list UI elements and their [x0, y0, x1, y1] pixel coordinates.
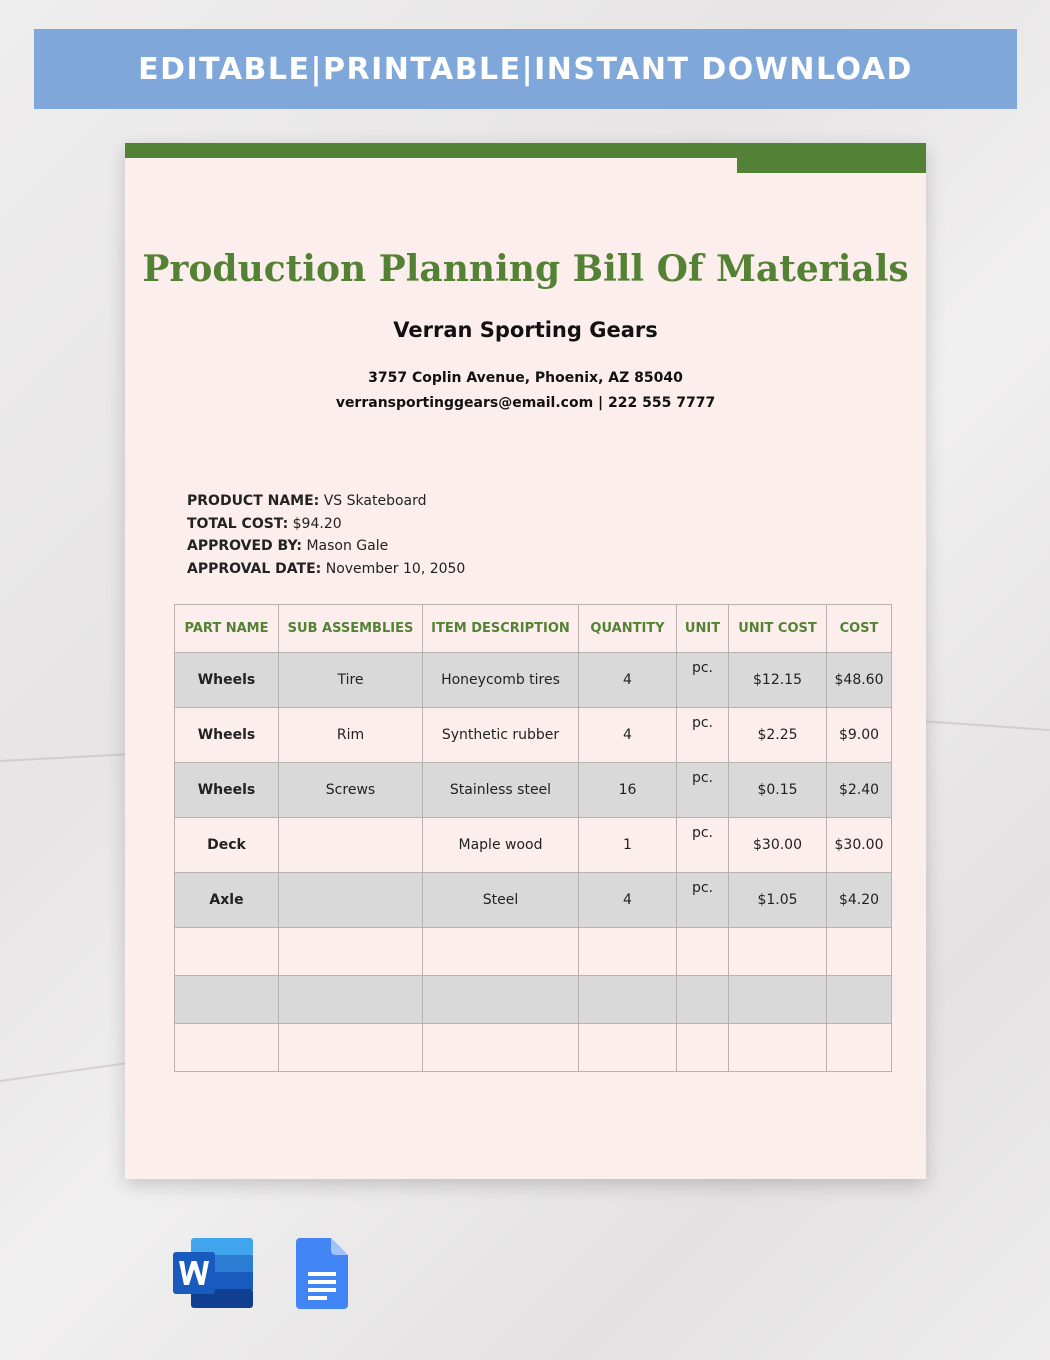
marble-vein [920, 720, 1050, 731]
part-name-cell: Axle [175, 873, 279, 928]
column-header: UNIT [677, 605, 729, 653]
item-description-cell: Synthetic rubber [423, 708, 579, 763]
part-name-cell: Wheels [175, 708, 279, 763]
detail-value: Mason Gale [306, 538, 389, 554]
item-description-cell: Stainless steel [423, 763, 579, 818]
cost-cell: $9.00 [827, 708, 892, 763]
cost-cell: $2.40 [827, 763, 892, 818]
quantity-cell: 4 [579, 873, 677, 928]
empty-cell [175, 976, 279, 1024]
table-row [175, 928, 892, 976]
document-title: Production Planning Bill Of Materials [142, 248, 909, 290]
quantity-cell: 16 [579, 763, 677, 818]
detail-label: APPROVAL DATE: [187, 560, 322, 577]
unit-cell: pc. [677, 708, 729, 763]
part-name-cell: Deck [175, 818, 279, 873]
marble-vein [0, 1062, 129, 1082]
empty-cell [827, 976, 892, 1024]
banner-item: PRINTABLE [322, 51, 522, 87]
unit-cost-cell: $1.05 [729, 873, 827, 928]
empty-cell [175, 928, 279, 976]
bill-of-materials-table [174, 604, 892, 1072]
detail-row [187, 558, 465, 581]
empty-cell [279, 976, 423, 1024]
empty-cell [423, 928, 579, 976]
detail-row [187, 535, 465, 558]
detail-value: November 10, 2050 [325, 560, 466, 577]
empty-cell [175, 1024, 279, 1072]
column-header: QUANTITY [579, 605, 677, 653]
banner-separator: | [521, 51, 535, 87]
header-accent-step [737, 158, 926, 173]
quantity-cell: 4 [579, 708, 677, 763]
detail-row [187, 490, 465, 513]
product-details [187, 490, 465, 580]
column-header: UNIT COST [729, 605, 827, 653]
unit-cost-cell: $30.00 [729, 818, 827, 873]
table-row [175, 653, 892, 708]
empty-cell [579, 1024, 677, 1072]
unit-cost-cell: $12.15 [729, 653, 827, 708]
table-header-row [175, 605, 892, 653]
company-address: 3757 Coplin Avenue, Phoenix, AZ 85040 [368, 370, 683, 386]
empty-cell [729, 1024, 827, 1072]
cost-cell: $30.00 [827, 818, 892, 873]
empty-cell [827, 1024, 892, 1072]
table-row [175, 873, 892, 928]
empty-cell [677, 976, 729, 1024]
cost-cell: $48.60 [827, 653, 892, 708]
empty-cell [677, 1024, 729, 1072]
empty-cell [279, 1024, 423, 1072]
unit-cell: pc. [677, 653, 729, 708]
header-accent-bar [125, 143, 926, 158]
promo-banner [34, 29, 1017, 109]
banner-item: INSTANT DOWNLOAD [534, 51, 913, 87]
part-name-cell: Wheels [175, 763, 279, 818]
table-row [175, 1024, 892, 1072]
empty-cell [423, 976, 579, 1024]
table-row [175, 763, 892, 818]
empty-cell [677, 928, 729, 976]
banner-item: EDITABLE [138, 51, 311, 87]
unit-cost-cell: $2.25 [729, 708, 827, 763]
sub-assembly-cell [279, 873, 423, 928]
unit-cell: pc. [677, 873, 729, 928]
empty-cell [729, 976, 827, 1024]
sub-assembly-cell: Tire [279, 653, 423, 708]
detail-value: VS Skateboard [323, 493, 427, 509]
empty-cell [579, 976, 677, 1024]
unit-cell: pc. [677, 818, 729, 873]
company-contact: verransportinggears@email.com | 222 555 7777 [335, 395, 716, 411]
item-description-cell: Steel [423, 873, 579, 928]
google-docs-icon [296, 1238, 348, 1309]
detail-label: PRODUCT NAME: [187, 493, 320, 509]
column-header: COST [827, 605, 892, 653]
unit-cost-cell: $0.15 [729, 763, 827, 818]
column-header: PART NAME [175, 605, 279, 653]
column-header: ITEM DESCRIPTION [423, 605, 579, 653]
microsoft-word-icon [173, 1238, 253, 1308]
item-description-cell: Honeycomb tires [423, 653, 579, 708]
empty-cell [423, 1024, 579, 1072]
column-header: SUB ASSEMBLIES [279, 605, 423, 653]
sub-assembly-cell: Rim [279, 708, 423, 763]
quantity-cell: 4 [579, 653, 677, 708]
empty-cell [729, 928, 827, 976]
unit-cell: pc. [677, 763, 729, 818]
detail-value: $94.20 [292, 515, 342, 532]
part-name-cell: Wheels [175, 653, 279, 708]
detail-row [187, 513, 465, 536]
company-name: Verran Sporting Gears [393, 318, 658, 342]
table-row [175, 818, 892, 873]
item-description-cell: Maple wood [423, 818, 579, 873]
detail-label: TOTAL COST: [187, 515, 289, 532]
empty-cell [579, 928, 677, 976]
detail-label: APPROVED BY: [187, 538, 302, 554]
sub-assembly-cell [279, 818, 423, 873]
cost-cell: $4.20 [827, 873, 892, 928]
document-sheet [125, 143, 926, 1179]
empty-cell [279, 928, 423, 976]
table-row [175, 708, 892, 763]
banner-separator: | [310, 51, 323, 87]
sub-assembly-cell: Screws [279, 763, 423, 818]
quantity-cell: 1 [579, 818, 677, 873]
empty-cell [827, 928, 892, 976]
table-row [175, 976, 892, 1024]
